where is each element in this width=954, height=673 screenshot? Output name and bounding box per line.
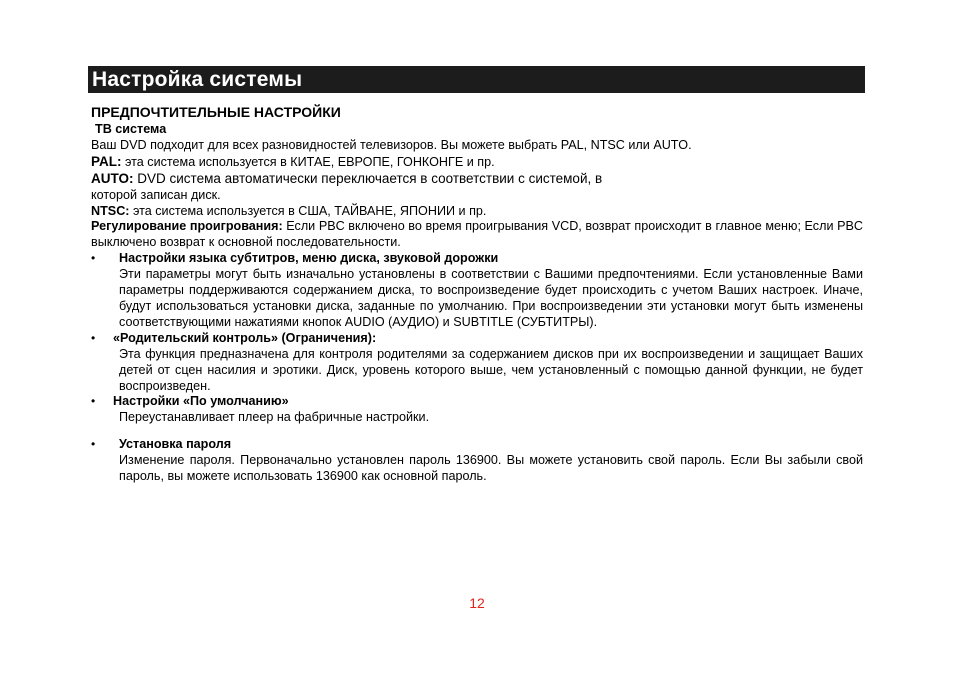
section-heading: ПРЕДПОЧТИТЕЛЬНЫЕ НАСТРОЙКИ	[91, 104, 341, 120]
ntsc-text: эта система используется в США, ТАЙВАНЕ, ЯПОНИИ и пр.	[129, 203, 487, 218]
playback-text: Если PBC включено во время проигрывания VCD, возврат происходит в главное меню; Если PBC выключено возврат к основной последовательности.	[91, 219, 863, 250]
tv-system-intro: Ваш DVD подходит для всех разновидностей телевизоров. Вы можете выбрать PAL, NTSC или AUTO.	[91, 137, 692, 152]
bullet-text: Изменение пароля. Первоначально установлен пароль 136900. Вы можете установить свой пароль. Если Вы забыли свой пароль, вы можете использовать 136900 как основной пароль.	[119, 453, 863, 484]
pal-line	[91, 154, 863, 171]
bullet-heading: «Родительский контроль» (Ограничения):	[113, 330, 377, 345]
bullet-marker: •	[91, 394, 96, 409]
pal-label: PAL:	[91, 153, 122, 169]
bullet-heading: Установка пароля	[119, 437, 232, 452]
auto-label: AUTO:	[91, 170, 134, 186]
bullet-heading: Настройки языка субтитров, меню диска, звуковой дорожки	[119, 251, 499, 266]
list-item	[91, 437, 863, 485]
list-item	[91, 251, 863, 331]
page-number: 12	[469, 595, 485, 611]
content-body	[91, 103, 863, 485]
pal-text: эта система используется в КИТАЕ, ЕВРОПЕ, ГОНКОНГЕ и пр.	[121, 154, 495, 169]
ntsc-line	[91, 204, 863, 220]
ntsc-label: NTSC:	[91, 203, 130, 218]
playback-label: Регулирование проигрования:	[91, 219, 283, 234]
playback-control	[91, 219, 863, 251]
bullet-text: Эта функция предназначена для контроля родителями за содержанием дисков при их воспроизведении и защищает Ваших детей от сцен насилия и эротики. Диск, уровень которого выше, чем установленный с помощью данной функции, не будет воспроизведен.	[119, 346, 863, 393]
list-item	[91, 331, 863, 395]
bullet-marker: •	[91, 330, 96, 345]
bullet-heading: Настройки «По умолчанию»	[113, 394, 289, 409]
auto-line	[91, 171, 863, 188]
tv-system-heading: ТВ система	[95, 122, 167, 136]
bullet-text: Эти параметры могут быть изначально установлены в соответствии с Вашими предпочтениями. Если установленные Вами параметры поддерживаются содержанием диска, то воспроизведение будет происходить с учетом Ваших настроек. Иначе, будут использоваться установки диска, заданные по умолчанию. При воспроизведении эти установки могут быть изменены соответствующими нажатиями кнопок AUDIO (АУДИО) и SUBTITLE (СУБТИТРЫ).	[119, 267, 863, 329]
bullet-marker: •	[91, 437, 96, 452]
bullet-text: Переустанавливает плеер на фабричные настройки.	[119, 410, 430, 425]
page-title: Настройка системы	[88, 66, 865, 93]
bullet-marker: •	[91, 251, 96, 266]
auto-text: DVD система автоматически переключается в соответствии с системой, в	[133, 170, 603, 186]
auto-line-2: которой записан диск.	[91, 187, 221, 202]
spacer	[91, 426, 863, 437]
list-item	[91, 394, 863, 426]
